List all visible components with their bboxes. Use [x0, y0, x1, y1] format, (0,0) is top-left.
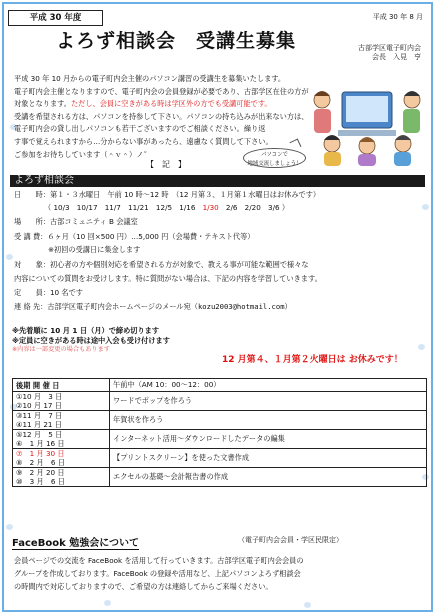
target-value: 初心者の方や個別対応を希望される方が対象で、教える事が可能な範囲で様々な	[49, 260, 309, 269]
notes-block	[12, 326, 402, 366]
organizer-name: 古部学区電子町内会	[358, 44, 421, 52]
holiday-notice: 12 月第４、１月第２火曜日は お休みです！	[222, 355, 403, 365]
bubble-line: パソコンで	[261, 152, 288, 158]
content-change-note: ※内容は一部変更の場合もあります	[12, 346, 110, 354]
intro-line: 受講を希望される方は、パソコンを持参して下さい。パソコンの持ち込みが出来ない方は、	[14, 111, 309, 121]
facebook-paragraph	[14, 554, 304, 593]
schedule-date-highlight: ⑦ 1 月 30 日	[16, 449, 65, 458]
schedule-date: ⑥ 1 月 16 日	[16, 439, 65, 448]
fiscal-year-label: 平成 30 年度	[8, 10, 103, 26]
schedule-date: ⑨ 2 月 20 日	[16, 468, 65, 477]
page-title: よろず相談会 受講生募集	[56, 30, 297, 52]
schedule-date: ⑧ 2 月 6 日	[16, 458, 65, 467]
place-value: 古部コミュニティ B 会議室	[49, 217, 138, 226]
intro-text: 対象となります。	[14, 99, 71, 109]
intro-line	[14, 98, 304, 111]
session-dates: 2/6 2/20 3/6 ）	[218, 203, 290, 212]
table-row	[13, 392, 427, 411]
schedule-dates-cell	[13, 392, 110, 411]
paw-print-decoration	[418, 344, 425, 350]
place-row	[14, 217, 138, 227]
schedule-date: ④11 月 21 日	[16, 420, 62, 429]
schedule-dates-cell	[13, 468, 110, 487]
table-row	[13, 468, 427, 487]
schedule-topic: エクセルの基礎〜会計報告書の作成	[110, 468, 427, 487]
contact-value: 古部学区電子町内会ホームページのメール宛（	[47, 302, 198, 311]
deadline-note: ※先着順に 10 月 1 日（月）で締め切ります	[12, 326, 160, 335]
session-date-highlight: 1/30	[202, 203, 219, 212]
schedule-date: ⑤12 月 5 日	[16, 430, 63, 439]
table-row	[13, 411, 427, 430]
schedule-col-dates: 後期 開 催 日	[13, 379, 110, 392]
intro-line: 平成 30 年 10 月からの電子町内会主催のパソコン講習の受講生を募集いたします。	[14, 74, 286, 83]
intro-line: 電子町内会の貸し出しパソコンも若干ございますのでご相談ください。繰り返	[14, 124, 266, 134]
paw-print-decoration	[422, 204, 429, 210]
intro-line: ご参加をお待ちしています（＾ｖ＾）ノ˜	[14, 149, 147, 159]
paw-print-decoration	[104, 600, 111, 606]
intro-highlight: ただし、会員に空きがある時は学区外の方でも受講可能です。	[70, 99, 272, 109]
table-row	[13, 430, 427, 449]
organizer-chair: 会長 入見 亨	[372, 53, 421, 62]
speech-bubble	[243, 148, 306, 168]
yorozu-section-heading: よろず相談会	[10, 175, 425, 187]
fee-row	[14, 232, 254, 242]
target-row	[14, 260, 309, 270]
flyer-page	[2, 2, 433, 612]
schedule-date: ③11 月 7 日	[16, 411, 63, 420]
table-row	[13, 449, 427, 468]
schedule-topic: インターネット活用〜ダウンロードしたデータの編集	[110, 430, 427, 449]
target-label: 対 象：	[14, 260, 50, 269]
intro-line: す事で覚えられますから…分からない事があったら、遠慮なく質問して下さい。	[14, 136, 273, 146]
contact-row	[14, 302, 292, 312]
datetime-value: 第１・３水曜日 午前 10 時〜12 時 （12 月第３、１月第１水曜日はお休みです）	[49, 190, 321, 199]
schedule-col-topic: 午前中（AM 10：00〜12：00）	[110, 379, 427, 392]
session-dates-row	[44, 203, 289, 213]
schedule-date: ②10 月 17 日	[16, 401, 62, 410]
fee-value: ６ヶ月（10 回×500 円）…5,000 円（会場費・テキスト代等）	[47, 232, 255, 241]
organizer-block	[358, 44, 421, 63]
schedule-topic: ワードでポップを作ろう	[110, 392, 427, 411]
facebook-section-heading: FaceBook 勉強会について	[12, 534, 139, 550]
schedule-topic: 【プリントスクリーン】を使った文書作成	[110, 449, 427, 468]
schedule-date: ⑩ 3 月 6 日	[16, 477, 65, 486]
facebook-line: 会員ページでの交流を FaceBook を活用して行っていきます。古部学区電子町内会会員の	[14, 556, 304, 565]
people-at-computer-illustration	[308, 78, 426, 166]
capacity-row	[14, 288, 83, 298]
notice-heading: 【 記 】	[146, 160, 186, 169]
midterm-join-note: ※定員に空きがある時は途中入会も受け付けます	[12, 336, 170, 346]
schedule-dates-cell	[13, 411, 110, 430]
paw-print-decoration	[304, 602, 311, 608]
bubble-line: 地域交流しましょう！	[247, 160, 302, 167]
paw-print-decoration	[6, 524, 13, 530]
datetime-row	[14, 190, 320, 200]
target-row-continued: 内容についての質問をお受けします。特に質問がない場合は、下記の内容を学習していきます。	[14, 274, 322, 283]
schedule-header-row	[13, 379, 427, 392]
schedule-dates-cell	[13, 430, 110, 449]
schedule-dates-cell	[13, 449, 110, 468]
paw-print-decoration	[6, 254, 13, 260]
fee-note: ※初回の受講日に集金します	[48, 245, 141, 254]
contact-email-link[interactable]: kozu2003@hotmail.com	[197, 302, 285, 311]
issue-date: 平成 30 年 8 月	[372, 13, 423, 21]
schedule-topic: 年賀状を作ろう	[110, 411, 427, 430]
datetime-label: 日 時：	[14, 190, 50, 199]
capacity-value: 10 名です	[49, 288, 83, 297]
facebook-line: の時間内で対応しておりますので、ご希望の方は連絡してからご来場ください。	[14, 582, 273, 591]
contact-close: ）	[284, 302, 292, 311]
session-dates: （ 10/3 10/17 11/7 11/21 12/5 1/16	[44, 203, 203, 212]
schedule-table	[12, 378, 427, 487]
fee-label: 受 講 費：	[14, 232, 48, 241]
capacity-label: 定 員：	[14, 288, 50, 297]
facebook-section-subtitle: （電子町内会会員・学区民限定）	[238, 536, 343, 544]
facebook-line: グループを作成しております。FaceBook の登録や活用など、上記パソコンよろず相談会	[14, 569, 301, 578]
schedule-date: ①10 月 3 日	[16, 392, 63, 401]
place-label: 場 所：	[14, 217, 50, 226]
intro-line: 電子町内会主催となりますので、電子町内会の会員登録が必要であり、古部学区在住の方が	[14, 86, 309, 96]
contact-label: 連 絡 先：	[14, 302, 48, 311]
